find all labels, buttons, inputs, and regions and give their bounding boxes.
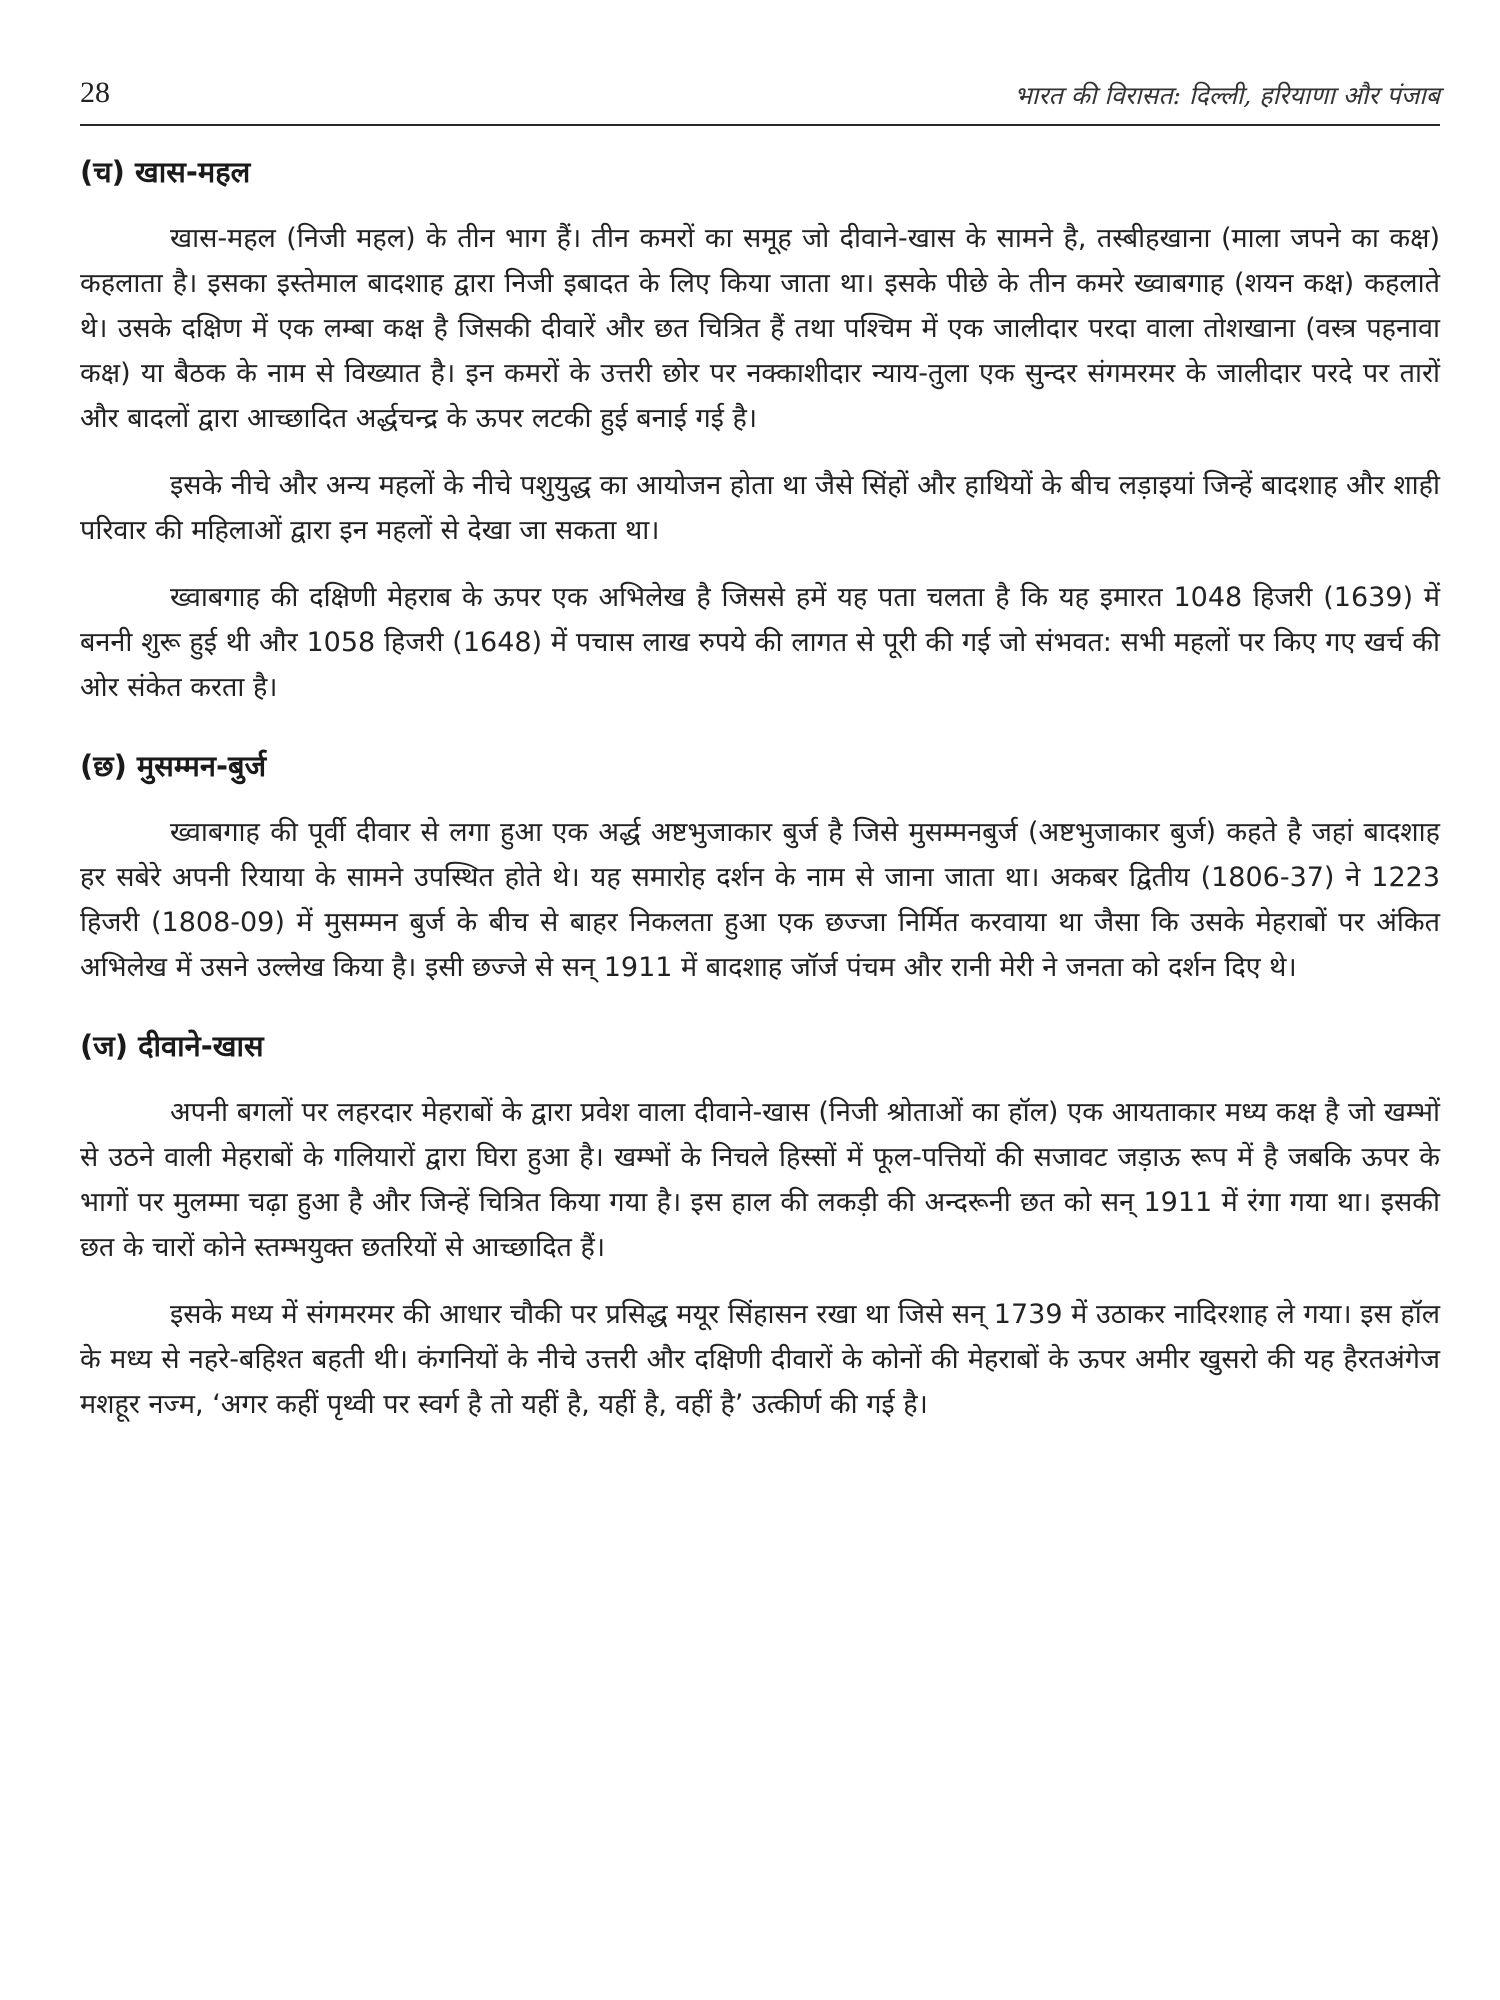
paragraph: खास-महल (निजी महल) के तीन भाग हैं। तीन कमरों का समूह जो दीवाने-खास के सामने है, तस्बीहखाना (माला जपने का कक्ष) कहलाता है। इसका इस्तेमाल बादशाह द्वारा निजी इबादत के लिए किया जाता था। इसके पीछे के तीन कमरे ख्वाबगाह (शयन कक्ष) कहलाते थे। उसके दक्षिण में एक लम्बा कक्ष है जिसकी दीवारें और छत चित्रित हैं तथा पश्चिम में एक जालीदार परदा वाला तोशखाना (वस्त्र पहनावा कक्ष) या बैठक के नाम से विख्यात है। इन कमरों के उत्तरी छोर पर नक्काशीदार न्याय-तुला एक सुन्दर संगमरमर के जालीदार परदे पर तारों और बादलों द्वारा आच्छादित अर्द्धचन्द्र के ऊपर लटकी हुई बनाई गई है। (80, 223, 1440, 434)
section-diwan-e-khas (80, 1024, 1440, 1427)
page-number: 28 (80, 76, 110, 109)
section-heading: (च) खास-महल (80, 155, 251, 189)
section-musamman-burj (80, 744, 1440, 990)
section-khas-mahal (80, 150, 1440, 710)
running-title: भारत की विरासत: दिल्ली, हरियाणा और पंजाब (1014, 81, 1440, 110)
section-heading: (ज) दीवाने-खास (80, 1029, 264, 1063)
page-header (80, 72, 1440, 126)
page-content (80, 150, 1440, 1449)
paragraph: ख्वाबगाह की पूर्वी दीवार से लगा हुआ एक अर्द्ध अष्टभुजाकार बुर्ज है जिसे मुसम्मनबुर्ज (अष्टभुजाकार बुर्ज) कहते है जहां बादशाह हर सबेरे अपनी रियाया के सामने उपस्थित होते थे। यह समारोह दर्शन के नाम से जाना जाता था। अकबर द्वितीय (1806-37) ने 1223 हिजरी (1808-09) में मुसम्मन बुर्ज के बीच से बाहर निकलता हुआ एक छज्जा निर्मित करवाया था जैसा कि उसके मेहराबों पर अंकित अभिलेख में उसने उल्लेख किया है। इसी छज्जे से सन् 1911 में बादशाह जॉर्ज पंचम और रानी मेरी ने जनता को दर्शन दिए थे। (80, 817, 1440, 983)
paragraph: इसके नीचे और अन्य महलों के नीचे पशुयुद्ध का आयोजन होता था जैसे सिंहों और हाथियों के बीच लड़ाइयां जिन्हें बादशाह और शाही परिवार की महिलाओं द्वारा इन महलों से देखा जा सकता था। (80, 470, 1440, 546)
paragraph: इसके मध्य में संगमरमर की आधार चौकी पर प्रसिद्ध मयूर सिंहासन रखा था जिसे सन् 1739 में उठाकर नादिरशाह ले गया। इस हॉल के मध्य से नहरे-बहिश्त बहती थी। कंगनियों के नीचे उत्तरी और दक्षिणी दीवारों के कोनों की मेहराबों के ऊपर अमीर खुसरो की यह हैरतअंगेज मशहूर नज्म, ‘अगर कहीं पृथ्वी पर स्वर्ग है तो यहीं है, यहीं है, वहीं है’ उत्कीर्ण की गई है। (80, 1299, 1440, 1420)
section-heading: (छ) मुसम्मन-बुर्ज (80, 749, 267, 783)
paragraph: अपनी बगलों पर लहरदार मेहराबों के द्वारा प्रवेश वाला दीवाने-खास (निजी श्रोताओं का हॉल) एक आयताकार मध्य कक्ष है जो खम्भों से उठने वाली मेहराबों के गलियारों द्वारा घिरा हुआ है। खम्भों के निचले हिस्सों में फूल-पत्तियों की सजावट जड़ाऊ रूप में है जबकि ऊपर के भागों पर मुलम्मा चढ़ा हुआ है और जिन्हें चित्रित किया गया है। इस हाल की लकड़ी की अन्दरूनी छत को सन् 1911 में रंगा गया था। इसकी छत के चारों कोने स्तम्भयुक्त छतरियों से आच्छादित हैं। (80, 1097, 1440, 1263)
paragraph: ख्वाबगाह की दक्षिणी मेहराब के ऊपर एक अभिलेख है जिससे हमें यह पता चलता है कि यह इमारत 1048 हिजरी (1639) में बननी शुरू हुई थी और 1058 हिजरी (1648) में पचास लाख रुपये की लागत से पूरी की गई जो संभवत: सभी महलों पर किए गए खर्च की ओर संकेत करता है। (80, 582, 1440, 703)
